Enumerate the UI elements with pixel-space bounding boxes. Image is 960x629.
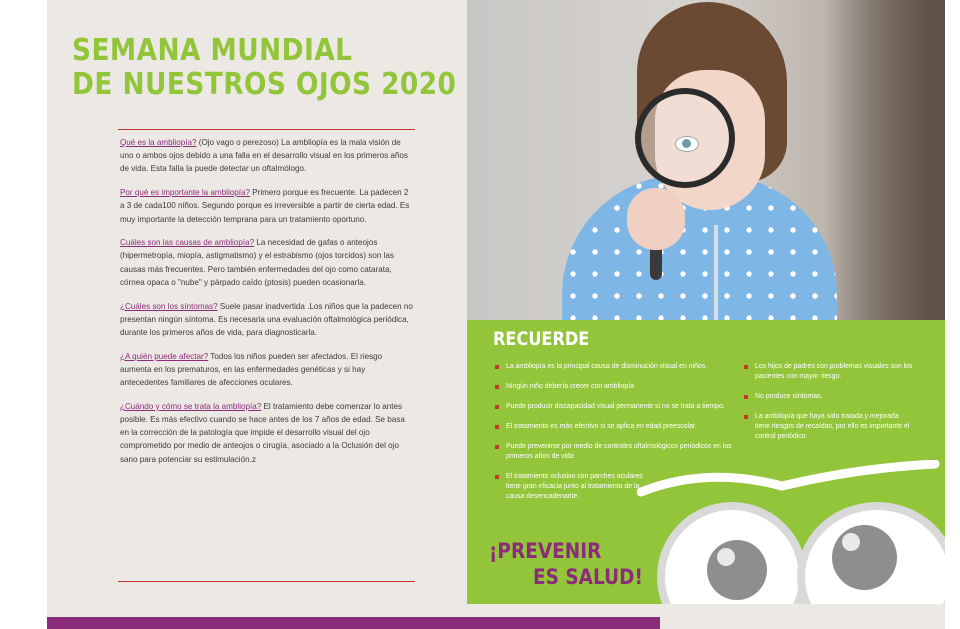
faq-item <box>120 236 415 289</box>
cartoon-pupil-left-icon <box>707 540 767 600</box>
faq-question: ¿Cuándo y cómo se trata la ambliopía? <box>120 401 262 411</box>
recuerde-heading: RECUERDE <box>493 328 590 350</box>
faq-item <box>120 300 415 340</box>
title-line-1: SEMANA MUNDIAL <box>72 33 353 68</box>
faq-answer: (Ojo vago o perezoso) La ambliopía es la mala visión de uno o ambos ojos debido a una falla en el desarrollo visual en los primeros años de vida. Esta falla la puede detectar un oftalmólogo. <box>120 138 408 174</box>
photo-hand <box>627 188 685 250</box>
list-item: Puede prevenirse por medio de controles oftalmológicos periódicos en los primeros años de vida <box>494 442 744 462</box>
faq-column <box>120 136 415 476</box>
faq-question: Por qué es importante la ambliopía? <box>120 188 251 198</box>
slogan <box>489 538 643 590</box>
top-divider <box>118 129 415 130</box>
title-line-2: DE NUESTROS OJOS 2020 <box>72 67 457 102</box>
faq-answer: Suele pasar inadvertida .Los niños que la padecen no presentan ningún síntoma. Es necesaria una evaluación oftalmológica periódica, durante los primeros años de vida, para diagnosticarla. <box>120 301 413 337</box>
list-item: No produce síntomas. <box>743 392 913 402</box>
faq-item <box>120 186 415 226</box>
photo-background <box>825 0 945 320</box>
faq-answer: Todos los niños pueden ser afectados. El riesgo aumenta en los prematuros, en las enfermedades genéticas y si hay antecedentes familiares de afecciones oculares. <box>120 351 383 388</box>
faq-answer: El tratamiento debe comenzar lo antes posible. Es más efectivo cuando se hace antes de los 7 años de edad. Se basa en la corrección de la patología que impide el desarrollo visual del ojo comprometido por medio de anteojos o cirugía, asociado a la Oclusión del ojo sano para potenciar su estimulación.z <box>120 401 405 464</box>
photo-zipper <box>714 225 718 320</box>
list-item: El tratamiento oclusivo con parches oculares tiene gran eficacia junto al tratamiento de la causa desencadenante. <box>494 472 646 502</box>
list-item: Los hijos de padres con problemas visuales son los pacientes con mayor riesgo. <box>743 362 913 382</box>
page-title <box>72 34 456 102</box>
faq-question: ¿Cuáles son los síntomas? <box>120 301 218 311</box>
list-item: Ningún niño debería crecer con ambliopía <box>494 382 744 392</box>
faq-question: ¿A quién puede afectar? <box>120 351 209 361</box>
list-item: Puede producir discapacidad visual permanente si no se trata a tiempo. <box>494 402 744 412</box>
cartoon-brow-icon <box>637 460 942 500</box>
faq-answer: La necesidad de gafas o anteojos (hipermetropía, miopía, astigmatismo) y el estrabismo (ojos torcidos) son las causas más frecuentes. Pero también enfermedades del ojo como catarata, córnea opaca o "nube" y párpado caído (ptosis) pueden ocasionarla. <box>120 238 394 287</box>
list-item: La ambliopía es la principal causa de disminución visual en niños. <box>494 362 744 372</box>
recuerde-box <box>467 320 945 604</box>
recuerde-list-right <box>743 362 913 452</box>
footer-bar <box>47 617 660 629</box>
cartoon-pupil-right-icon <box>832 525 897 590</box>
faq-item <box>120 350 415 390</box>
faq-item <box>120 400 415 466</box>
faq-question: Cuáles son las causas de ambliopía? <box>120 238 255 248</box>
list-item: La ambliopía que haya sido tratada y mejorada tiene riesgos de recaídas, por ello es importante el control periódico. <box>743 412 913 442</box>
faq-question: Qué es la ambliopía? <box>120 138 197 147</box>
faq-item <box>120 136 415 176</box>
child-magnifying-glass-photo <box>467 0 945 320</box>
list-item: El tratamiento es más efectivo si se aplica en edad preescolar. <box>494 422 744 432</box>
faq-answer: Primero porque es frecuente. La padecen 2 a 3 de cada100 niños. Segundo porque es irreversible a partir de cierta edad. Es muy importante la detección temprana para un tratamiento oportuno. <box>120 188 410 224</box>
slogan-line-1: ¡PREVENIR <box>489 539 602 563</box>
slogan-line-2: ES SALUD! <box>533 565 643 589</box>
magnified-eye <box>675 136 699 152</box>
bottom-divider <box>118 581 415 582</box>
